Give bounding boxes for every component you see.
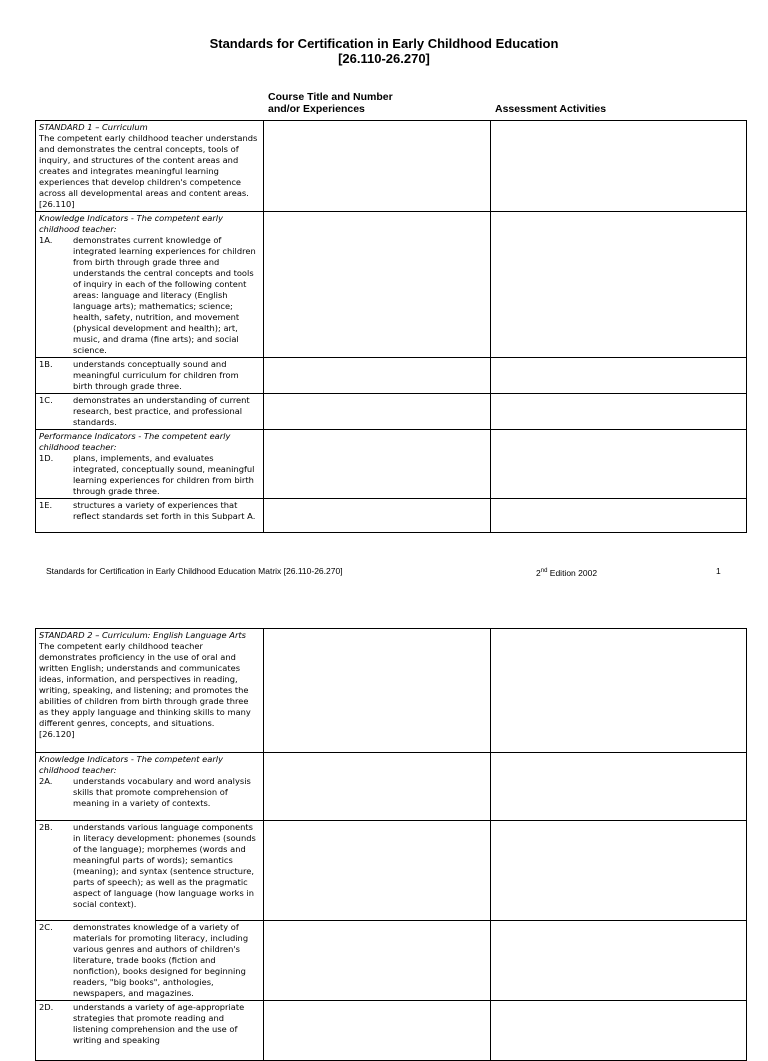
indicator-2d [39,1002,260,1046]
indicator-text: plans, implements, and evaluates integrated, conceptually sound, meaningful learning experiences for children from birth through grade three. [73,453,255,496]
course-cell[interactable] [264,121,491,212]
indicator-code: 1C. [39,395,53,405]
indicator-code: 1E. [39,500,53,510]
course-cell[interactable] [264,753,491,821]
column-header-course-line2: and/or Experiences [268,103,365,115]
assessment-cell[interactable] [491,629,747,753]
indicator-cell [36,753,264,821]
indicator-text: demonstrates an understanding of current research, best practice, and professional standards. [73,395,250,427]
indicator-1a [39,235,260,356]
indicator-cell [36,821,264,921]
knowledge-heading: Knowledge Indicators - The competent early childhood teacher: [39,754,223,775]
course-cell[interactable] [264,499,491,533]
indicator-cell [36,499,264,533]
column-header-course [268,91,393,115]
table-row [36,430,747,499]
table-row [36,394,747,430]
knowledge-heading: Knowledge Indicators - The competent early childhood teacher: [39,213,223,234]
indicator-cell [36,921,264,1001]
edition-number: 2 [536,567,541,578]
assessment-cell[interactable] [491,394,747,430]
assessment-cell[interactable] [491,499,747,533]
indicator-1c [39,395,260,428]
indicator-1d [39,453,260,497]
indicator-2c [39,922,260,999]
assessment-cell[interactable] [491,212,747,358]
standard-ref: [26.120] [39,729,75,739]
course-cell[interactable] [264,1001,491,1061]
indicator-text: demonstrates current knowledge of integrated learning experiences for children from birth through grade three and understands the central concepts and tools of inquiry in each of the following content areas: language and literacy (English language arts); mathematics; science; health, safety, nutrition, and movement (physical development and health); art, music, and drama (fine arts); and social science. [73,235,256,355]
indicator-text: understands a variety of age-appropriate strategies that promote reading and listening comprehension and the use of writing and speaking [73,1002,245,1045]
indicator-code: 2D. [39,1002,54,1012]
course-cell[interactable] [264,629,491,753]
standards-table-1 [35,120,747,533]
indicator-code: 1A. [39,235,53,245]
indicator-code: 2A. [39,776,53,786]
indicator-text: structures a variety of experiences that reflect standards set forth in this Subpart A. [73,500,256,521]
footer-document-title: Standards for Certification in Early Childhood Education Matrix [26.110-26.270] [46,566,343,576]
indicator-text: understands vocabulary and word analysis skills that promote comprehension of meaning in a variety of contexts. [73,776,251,808]
assessment-cell[interactable] [491,358,747,394]
course-cell[interactable] [264,430,491,499]
assessment-cell[interactable] [491,821,747,921]
indicator-text: demonstrates knowledge of a variety of materials for promoting literacy, including various genres and authors of children's literature, trade books (fiction and nonfiction), books designed for beginning readers, "big books", anthologies, newspapers, and magazines. [73,922,249,998]
standard-cell [36,121,264,212]
column-header-assessment: Assessment Activities [495,103,607,115]
table-row [36,499,747,533]
standard-text: The competent early childhood teacher demonstrates proficiency in the use of oral and written English; understands and communicates ideas, information, and perspectives in reading, writing, speaking, and listening; and promotes the abilities of children from birth through grade three as they apply language and thinking skills to many different genres, concepts, and situations. [39,641,251,728]
indicator-1b [39,359,260,392]
course-cell[interactable] [264,821,491,921]
table-row [36,1001,747,1061]
indicator-cell [36,358,264,394]
course-cell[interactable] [264,921,491,1001]
course-cell[interactable] [264,212,491,358]
table-row [36,212,747,358]
assessment-cell[interactable] [491,121,747,212]
indicator-1e [39,500,260,522]
indicator-code: 1B. [39,359,53,369]
footer-edition [536,566,597,579]
assessment-cell[interactable] [491,753,747,821]
assessment-cell[interactable] [491,430,747,499]
table-row [36,921,747,1001]
indicator-code: 1D. [39,453,54,463]
table-row [36,121,747,212]
course-cell[interactable] [264,358,491,394]
edition-suffix: nd [540,568,548,574]
table-row [36,358,747,394]
indicator-text: understands various language components in literacy development: phonemes (sounds of the language); morphemes (words and meaningful parts of words); semantics (meaning); and syntax (sentence structure, parts of speech); as well as the pragmatic aspect of language (how language works in social context). [73,822,256,909]
course-cell[interactable] [264,394,491,430]
standard-heading: STANDARD 1 – Curriculum [39,122,148,132]
indicator-cell [36,394,264,430]
indicator-text: understands conceptually sound and meaningful curriculum for children from birth through grade three. [73,359,239,391]
edition-text: Edition 2002 [547,567,598,578]
page-title: Standards for Certification in Early Childhood Education [209,36,559,51]
indicator-2b [39,822,260,910]
standards-table-2 [35,628,747,1061]
table-row [36,629,747,753]
column-header-course-line1: Course Title and Number [268,91,393,103]
indicator-2a [39,776,260,809]
indicator-cell [36,430,264,499]
standard-cell [36,629,264,753]
assessment-cell[interactable] [491,921,747,1001]
page-subtitle: [26.110-26.270] [338,51,430,66]
indicator-cell [36,1001,264,1061]
indicator-code: 2B. [39,822,53,832]
table-row [36,821,747,921]
indicator-code: 2C. [39,922,53,932]
assessment-cell[interactable] [491,1001,747,1061]
table-row [36,753,747,821]
standard-text: The competent early childhood teacher understands and demonstrates the central concepts, tools of inquiry, and structures of the content areas and creates and integrates meaningful learning experiences that develop children's competence across all developmental areas and content areas. [26.110] [39,133,258,209]
indicator-cell [36,212,264,358]
performance-heading: Performance Indicators - The competent early childhood teacher: [39,431,231,452]
standard-heading: STANDARD 2 – Curriculum: English Language Arts [39,630,246,640]
page-number: 1 [716,566,721,576]
